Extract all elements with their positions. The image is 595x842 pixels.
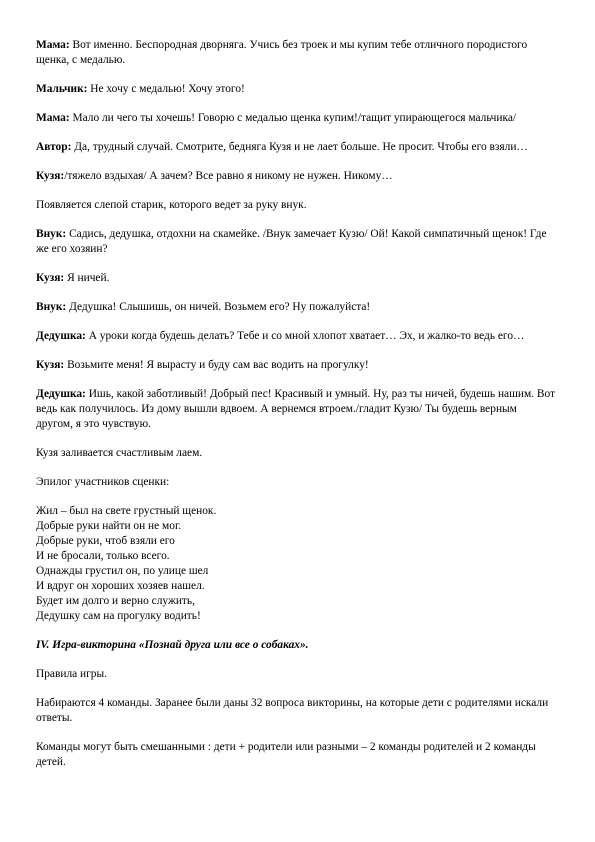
dialogue-line — [36, 329, 555, 344]
speaker-name: Кузя: — [36, 272, 65, 284]
dialogue-text: Да, трудный случай. Смотрите, бедняга Кузя и не лает больше. Не просит. Чтобы его взяли… — [71, 141, 528, 153]
speaker-name: Внук: — [36, 228, 67, 240]
speaker-name: Кузя: — [36, 170, 65, 182]
poem-line: Дедушку сам на прогулку водить! — [36, 610, 201, 622]
dialogue-line — [36, 111, 555, 126]
dialogue-text: Возьмите меня! Я вырасту и буду сам вас водить на прогулку! — [64, 359, 369, 371]
poem-line: Жил – был на свете грустный щенок. — [36, 505, 217, 517]
dialogue-text: Не хочу с медалью! Хочу этого! — [87, 83, 245, 95]
speaker-name: Внук: — [36, 301, 67, 313]
paragraph: Правила игры. — [36, 668, 108, 680]
dialogue-text: Вот именно. Беспородная дворняга. Учись без троек и мы купим тебе отличного породистого щенка, с медалью. — [36, 39, 528, 66]
paragraph: Команды могут быть смешанными : дети + родители или разными – 2 команды родителей и 2 команды детей. — [36, 741, 536, 768]
dialogue-text: Мало ли чего ты хочешь! Говорю с медалью щенка купим!/тащит упирающегося мальчика/ — [69, 112, 517, 124]
dialogue-text: А уроки когда будешь делать? Тебе и со мной хлопот хватает… Эх, и жалко-то ведь его… — [85, 330, 525, 342]
dialogue-line — [36, 82, 555, 97]
poem-line: Добрые руки, чтоб взяли его — [36, 535, 175, 547]
section-heading: IV. Игра-викторина «Познай друга или все о собаках». — [36, 639, 309, 651]
dialogue-text: Я ничей. — [64, 272, 110, 284]
dialogue-line — [36, 271, 555, 286]
dialogue-line — [36, 227, 555, 257]
dialogue-text: Дедушка! Слышишь, он ничей. Возьмем его? Ну пожалуйста! — [66, 301, 371, 313]
speaker-name: Мама: — [36, 39, 70, 51]
dialogue-line — [36, 38, 555, 68]
paragraph: Эпилог участников сценки: — [36, 476, 170, 488]
poem-line: И не бросали, только всего. — [36, 550, 170, 562]
dialogue-text: Садись, дедушка, отдохни на скамейке. /Внук замечает Кузю/ Ой! Какой симпатичный щенок! Где же его хозяин? — [36, 228, 547, 255]
epilogue-poem — [36, 504, 555, 624]
document-body — [36, 38, 555, 770]
poem-line: Будет им долго и верно служить, — [36, 595, 195, 607]
dialogue-line — [36, 358, 555, 373]
dialogue-line — [36, 300, 555, 315]
poem-line: Однажды грустил он, по улице шел — [36, 565, 209, 577]
dialogue-line — [36, 387, 555, 432]
speaker-name: Автор: — [36, 141, 72, 153]
speaker-name: Кузя: — [36, 359, 65, 371]
speaker-name: Дедушка: — [36, 388, 86, 400]
paragraph: Кузя заливается счастливым лаем. — [36, 447, 203, 459]
poem-line: И вдруг он хороших хозяев нашел. — [36, 580, 205, 592]
speaker-name: Мама: — [36, 112, 70, 124]
dialogue-text: Ишь, какой заботливый! Добрый пес! Красивый и умный. Ну, раз ты ничей, будешь нашим. Вот ведь как получилось. Из дому вышли вдвоем. А вернемся втроем./гладит Кузю/ Ты будешь верным другом, я это чувствую. — [36, 388, 555, 430]
poem-line: Добрые руки найти он не мог. — [36, 520, 182, 532]
paragraph: Появляется слепой старик, которого ведет за руку внук. — [36, 199, 307, 211]
speaker-name: Дедушка: — [36, 330, 86, 342]
dialogue-line — [36, 140, 555, 155]
paragraph: Набираются 4 команды. Заранее были даны 32 вопроса викторины, на которые дети с родителями искали ответы. — [36, 697, 549, 724]
speaker-name: Мальчик: — [36, 83, 88, 95]
dialogue-text: /тяжело вздыхая/ А зачем? Все равно я никому не нужен. Никому… — [64, 170, 393, 182]
dialogue-line — [36, 169, 555, 184]
